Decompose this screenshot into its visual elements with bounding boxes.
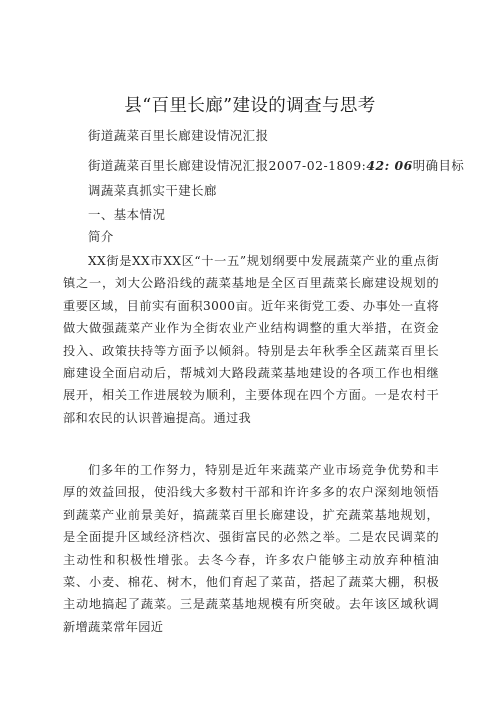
paragraph-1: XX街是XX市XX区“十一五”规划纲要中发展蔬菜产业的重点街镇之一，刘大公路沿线的蔬菜基地是全区百里蔬菜长廊建设规划的重要区域，目前实有面积3000亩。近年来街党工委、办事处一直将做大做强蔬菜产业作为全街农业产业结构调整的重大举措，在资金投入、政策扶持等方面予以倾斜。特别是去年秋季全区蔬菜百里长廊建设全面启动后，帮城刘大路段蔬菜基地建设的各项工作也相继展开，相关工作进展较为顺利，主要体现在四个方面。一是农村干部和农民的认识普遍提高。通过我	[63, 254, 439, 425]
intro-label: 简介	[88, 229, 114, 244]
header-line-2-time: 42: 06	[366, 158, 413, 173]
header-line-1: 街道蔬菜百里长廊建设情况汇报	[88, 128, 269, 143]
paragraph-2: 们多年的工作努力，特别是近年来蔬菜产业市场竞争优势和丰厚的效益回报，使沿线大多数村干部和许许多多的农户深刻地领悟到蔬菜产业前景美好，搞蔬菜百里长廊建设，扩充蔬菜基地规划，是全面提升区域经济档次、强街富民的必然之举。二是农民调菜的主动性和积极性增张。去冬今春，许多农户能够主动放弃种植油菜、小麦、棉花、树木，他们育起了菜苗，搭起了蔬菜大棚，积极主动地搞起了蔬菜。三是蔬菜基地规模有所突破。去年该区域秋调新增蔬菜常年园近	[63, 463, 439, 634]
header-line-3: 调蔬菜真抓实干建长廊	[88, 183, 217, 198]
header-line-2-prefix: 街道蔬菜百里长廊建设情况汇报2007-02-1809:	[88, 158, 367, 173]
header-line-2-suffix: 明确目标	[412, 158, 465, 173]
document-title: 县“百里长廊”建设的调查与思考	[124, 96, 376, 116]
header-line-2	[88, 156, 464, 174]
section-heading: 一、基本情况	[88, 207, 166, 222]
